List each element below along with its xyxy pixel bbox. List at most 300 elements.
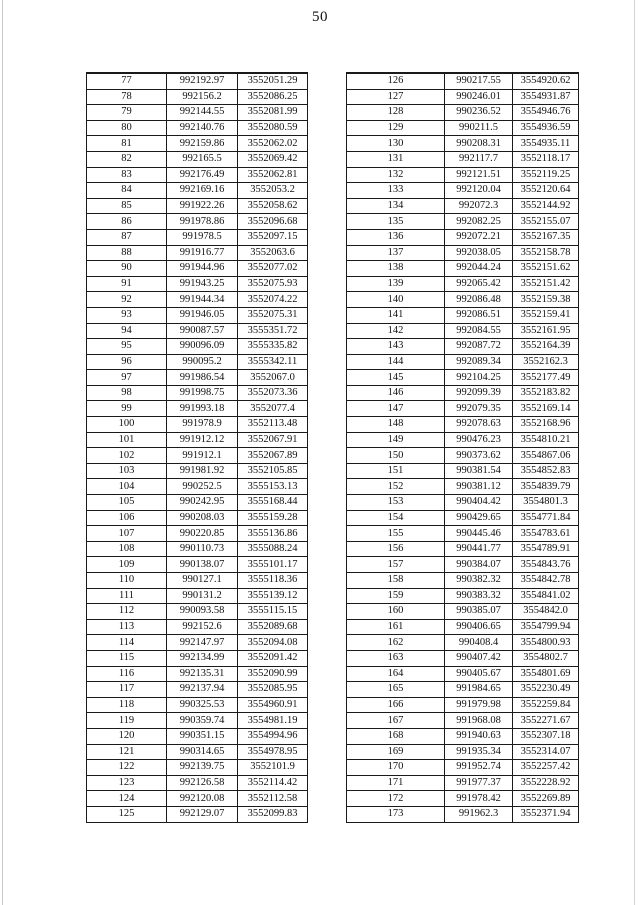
point-number-cell: 170 (347, 760, 445, 776)
x-coordinate-cell: 992072.3 (445, 198, 513, 214)
x-coordinate-cell: 991922.26 (167, 198, 238, 214)
x-coordinate-cell: 990373.62 (445, 448, 513, 464)
y-coordinate-cell: 3552075.31 (238, 307, 308, 323)
x-coordinate-cell: 992078.63 (445, 417, 513, 433)
point-number-cell: 129 (347, 120, 445, 136)
y-coordinate-cell: 3552228.92 (513, 775, 579, 791)
table-row (347, 229, 579, 245)
x-coordinate-cell: 992140.76 (167, 120, 238, 136)
x-coordinate-cell: 992117.7 (445, 151, 513, 167)
y-coordinate-cell: 3552067.89 (238, 448, 308, 464)
point-number-cell: 118 (87, 697, 167, 713)
y-coordinate-cell: 3554810.21 (513, 432, 579, 448)
point-number-cell: 106 (87, 510, 167, 526)
table-row (347, 510, 579, 526)
table-row (87, 245, 308, 261)
point-number-cell: 92 (87, 292, 167, 308)
table-row (347, 151, 579, 167)
point-number-cell: 122 (87, 760, 167, 776)
point-number-cell: 126 (347, 73, 445, 89)
x-coordinate-cell: 992044.24 (445, 261, 513, 277)
point-number-cell: 150 (347, 448, 445, 464)
table-row (87, 276, 308, 292)
x-coordinate-cell: 991916.77 (167, 245, 238, 261)
point-number-cell: 159 (347, 588, 445, 604)
y-coordinate-cell: 3554960.91 (238, 697, 308, 713)
y-coordinate-cell: 3552058.62 (238, 198, 308, 214)
table-row (87, 463, 308, 479)
point-number-cell: 117 (87, 682, 167, 698)
table-row (87, 339, 308, 355)
y-coordinate-cell: 3552119.25 (513, 167, 579, 183)
table-row (87, 73, 308, 89)
point-number-cell: 163 (347, 650, 445, 666)
point-number-cell: 146 (347, 385, 445, 401)
point-number-cell: 103 (87, 463, 167, 479)
y-coordinate-cell: 3552112.58 (238, 791, 308, 807)
table-row (87, 541, 308, 557)
y-coordinate-cell: 3555101.17 (238, 557, 308, 573)
x-coordinate-cell: 992079.35 (445, 401, 513, 417)
x-coordinate-cell: 990359.74 (167, 713, 238, 729)
table-row (347, 635, 579, 651)
point-number-cell: 101 (87, 432, 167, 448)
x-coordinate-cell: 992147.97 (167, 635, 238, 651)
x-coordinate-cell: 990384.07 (445, 557, 513, 573)
table-row (347, 588, 579, 604)
point-number-cell: 95 (87, 339, 167, 355)
table-row (87, 479, 308, 495)
point-number-cell: 113 (87, 619, 167, 635)
table-row (347, 401, 579, 417)
y-coordinate-cell: 3555351.72 (238, 323, 308, 339)
table-row (87, 588, 308, 604)
y-coordinate-cell: 3555118.36 (238, 573, 308, 589)
point-number-cell: 116 (87, 666, 167, 682)
table-row (87, 167, 308, 183)
table-row (347, 604, 579, 620)
table-row (87, 307, 308, 323)
y-coordinate-cell: 3552113.48 (238, 417, 308, 433)
table-row (347, 73, 579, 89)
point-number-cell: 138 (347, 261, 445, 277)
point-number-cell: 131 (347, 151, 445, 167)
x-coordinate-cell: 991952.74 (445, 760, 513, 776)
y-coordinate-cell: 3552101.9 (238, 760, 308, 776)
y-coordinate-cell: 3555335.82 (238, 339, 308, 355)
point-number-cell: 149 (347, 432, 445, 448)
y-coordinate-cell: 3554783.61 (513, 526, 579, 542)
point-number-cell: 145 (347, 370, 445, 386)
point-number-cell: 87 (87, 229, 167, 245)
table-row (87, 229, 308, 245)
x-coordinate-cell: 992169.16 (167, 183, 238, 199)
table-row (347, 136, 579, 152)
y-coordinate-cell: 3554842.0 (513, 604, 579, 620)
x-coordinate-cell: 990252.5 (167, 479, 238, 495)
point-number-cell: 169 (347, 744, 445, 760)
table-row (347, 760, 579, 776)
table-row (347, 697, 579, 713)
y-coordinate-cell: 3555342.11 (238, 354, 308, 370)
x-coordinate-cell: 991998.75 (167, 385, 238, 401)
y-coordinate-cell: 3554802.7 (513, 650, 579, 666)
table-row (347, 682, 579, 698)
point-number-cell: 114 (87, 635, 167, 651)
y-coordinate-cell: 3554841.02 (513, 588, 579, 604)
y-coordinate-cell: 3552073.36 (238, 385, 308, 401)
y-coordinate-cell: 3554931.87 (513, 89, 579, 105)
x-coordinate-cell: 991977.37 (445, 775, 513, 791)
x-coordinate-cell: 990110.73 (167, 541, 238, 557)
table-row (87, 354, 308, 370)
x-coordinate-cell: 992082.25 (445, 214, 513, 230)
y-coordinate-cell: 3552169.14 (513, 401, 579, 417)
table-row (347, 666, 579, 682)
x-coordinate-cell: 990325.53 (167, 697, 238, 713)
x-coordinate-cell: 990405.67 (445, 666, 513, 682)
x-coordinate-cell: 990087.57 (167, 323, 238, 339)
point-number-cell: 99 (87, 401, 167, 417)
table-row (347, 245, 579, 261)
y-coordinate-cell: 3552269.89 (513, 791, 579, 807)
table-row (87, 198, 308, 214)
y-coordinate-cell: 3552159.41 (513, 307, 579, 323)
table-row (347, 354, 579, 370)
y-coordinate-cell: 3552074.22 (238, 292, 308, 308)
x-coordinate-cell: 990246.01 (445, 89, 513, 105)
y-coordinate-cell: 3552164.39 (513, 339, 579, 355)
table-row (347, 806, 579, 822)
point-number-cell: 115 (87, 650, 167, 666)
y-coordinate-cell: 3554799.94 (513, 619, 579, 635)
point-number-cell: 90 (87, 261, 167, 277)
point-number-cell: 172 (347, 791, 445, 807)
point-number-cell: 88 (87, 245, 167, 261)
point-number-cell: 98 (87, 385, 167, 401)
y-coordinate-cell: 3552161.95 (513, 323, 579, 339)
x-coordinate-cell: 992099.39 (445, 385, 513, 401)
point-number-cell: 147 (347, 401, 445, 417)
x-coordinate-cell: 992086.51 (445, 307, 513, 323)
x-coordinate-cell: 991944.34 (167, 292, 238, 308)
y-coordinate-cell: 3552114.42 (238, 775, 308, 791)
y-coordinate-cell: 3554994.96 (238, 728, 308, 744)
table-row (87, 713, 308, 729)
y-coordinate-cell: 3552062.81 (238, 167, 308, 183)
x-coordinate-cell: 990476.23 (445, 432, 513, 448)
y-coordinate-cell: 3555159.28 (238, 510, 308, 526)
table-row (347, 791, 579, 807)
point-number-cell: 97 (87, 370, 167, 386)
x-coordinate-cell: 991978.5 (167, 229, 238, 245)
x-coordinate-cell: 992129.07 (167, 806, 238, 822)
table-row (87, 401, 308, 417)
y-coordinate-cell: 3552081.99 (238, 105, 308, 121)
point-number-cell: 82 (87, 151, 167, 167)
x-coordinate-cell: 992072.21 (445, 229, 513, 245)
point-number-cell: 124 (87, 791, 167, 807)
y-coordinate-cell: 3552259.84 (513, 697, 579, 713)
y-coordinate-cell: 3554852.83 (513, 463, 579, 479)
point-number-cell: 120 (87, 728, 167, 744)
table-row (87, 760, 308, 776)
x-coordinate-cell: 990217.55 (445, 73, 513, 89)
x-coordinate-cell: 992159.86 (167, 136, 238, 152)
x-coordinate-cell: 992156.2 (167, 89, 238, 105)
table-row (87, 650, 308, 666)
y-coordinate-cell: 3552097.15 (238, 229, 308, 245)
x-coordinate-cell: 992089.34 (445, 354, 513, 370)
y-coordinate-cell: 3552371.94 (513, 806, 579, 822)
table-row (347, 744, 579, 760)
x-coordinate-cell: 990383.32 (445, 588, 513, 604)
point-number-cell: 94 (87, 323, 167, 339)
y-coordinate-cell: 3555168.44 (238, 495, 308, 511)
table-row (87, 806, 308, 822)
y-coordinate-cell: 3552051.29 (238, 73, 308, 89)
point-number-cell: 78 (87, 89, 167, 105)
y-coordinate-cell: 3552091.42 (238, 650, 308, 666)
table-row (87, 292, 308, 308)
point-number-cell: 156 (347, 541, 445, 557)
point-number-cell: 119 (87, 713, 167, 729)
x-coordinate-cell: 990127.1 (167, 573, 238, 589)
table-row (347, 183, 579, 199)
y-coordinate-cell: 3554800.93 (513, 635, 579, 651)
point-number-cell: 127 (347, 89, 445, 105)
x-coordinate-cell: 991986.54 (167, 370, 238, 386)
point-number-cell: 108 (87, 541, 167, 557)
x-coordinate-cell: 991978.9 (167, 417, 238, 433)
point-number-cell: 154 (347, 510, 445, 526)
x-coordinate-cell: 992121.51 (445, 167, 513, 183)
y-coordinate-cell: 3554789.91 (513, 541, 579, 557)
x-coordinate-cell: 990236.52 (445, 105, 513, 121)
y-coordinate-cell: 3552162.3 (513, 354, 579, 370)
x-coordinate-cell: 992144.55 (167, 105, 238, 121)
table-row (87, 557, 308, 573)
point-number-cell: 133 (347, 183, 445, 199)
y-coordinate-cell: 3552307.18 (513, 728, 579, 744)
y-coordinate-cell: 3552151.42 (513, 276, 579, 292)
x-coordinate-cell: 992065.42 (445, 276, 513, 292)
table-row (347, 775, 579, 791)
table-row (347, 120, 579, 136)
point-number-cell: 140 (347, 292, 445, 308)
y-coordinate-cell: 3554981.19 (238, 713, 308, 729)
page-edge-right (634, 0, 635, 905)
point-number-cell: 105 (87, 495, 167, 511)
x-coordinate-cell: 991984.65 (445, 682, 513, 698)
table-row (347, 479, 579, 495)
x-coordinate-cell: 990220.85 (167, 526, 238, 542)
table-row (87, 526, 308, 542)
table-row (87, 791, 308, 807)
y-coordinate-cell: 3552053.2 (238, 183, 308, 199)
x-coordinate-cell: 991943.25 (167, 276, 238, 292)
y-coordinate-cell: 3554936.59 (513, 120, 579, 136)
x-coordinate-cell: 992137.94 (167, 682, 238, 698)
point-number-cell: 160 (347, 604, 445, 620)
table-row (87, 728, 308, 744)
table-row (87, 183, 308, 199)
table-row (347, 292, 579, 308)
y-coordinate-cell: 3554946.76 (513, 105, 579, 121)
point-number-cell: 136 (347, 229, 445, 245)
x-coordinate-cell: 991981.92 (167, 463, 238, 479)
x-coordinate-cell: 991978.86 (167, 214, 238, 230)
table-row (87, 744, 308, 760)
point-number-cell: 155 (347, 526, 445, 542)
x-coordinate-cell: 991946.05 (167, 307, 238, 323)
x-coordinate-cell: 990407.42 (445, 650, 513, 666)
y-coordinate-cell: 3554920.62 (513, 73, 579, 89)
point-number-cell: 139 (347, 276, 445, 292)
y-coordinate-cell: 3552183.82 (513, 385, 579, 401)
x-coordinate-cell: 992087.72 (445, 339, 513, 355)
y-coordinate-cell: 3552167.35 (513, 229, 579, 245)
y-coordinate-cell: 3552257.42 (513, 760, 579, 776)
x-coordinate-cell: 992165.5 (167, 151, 238, 167)
table-row (347, 573, 579, 589)
table-row (347, 198, 579, 214)
y-coordinate-cell: 3552089.68 (238, 619, 308, 635)
point-number-cell: 130 (347, 136, 445, 152)
y-coordinate-cell: 3554801.69 (513, 666, 579, 682)
table-row (87, 775, 308, 791)
point-number-cell: 168 (347, 728, 445, 744)
point-number-cell: 96 (87, 354, 167, 370)
point-number-cell: 100 (87, 417, 167, 433)
table-row (87, 697, 308, 713)
point-number-cell: 84 (87, 183, 167, 199)
point-number-cell: 171 (347, 775, 445, 791)
y-coordinate-cell: 3552067.91 (238, 432, 308, 448)
table-row (347, 448, 579, 464)
y-coordinate-cell: 3552080.59 (238, 120, 308, 136)
x-coordinate-cell: 992176.49 (167, 167, 238, 183)
y-coordinate-cell: 3552090.99 (238, 666, 308, 682)
y-coordinate-cell: 3552105.85 (238, 463, 308, 479)
table-row (87, 573, 308, 589)
point-number-cell: 153 (347, 495, 445, 511)
x-coordinate-cell: 991935.34 (445, 744, 513, 760)
y-coordinate-cell: 3552094.08 (238, 635, 308, 651)
x-coordinate-cell: 992120.04 (445, 183, 513, 199)
y-coordinate-cell: 3552158.78 (513, 245, 579, 261)
x-coordinate-cell: 990208.03 (167, 510, 238, 526)
point-number-cell: 173 (347, 806, 445, 822)
point-number-cell: 77 (87, 73, 167, 89)
y-coordinate-cell: 3554867.06 (513, 448, 579, 464)
table-row (347, 463, 579, 479)
point-number-cell: 162 (347, 635, 445, 651)
point-number-cell: 123 (87, 775, 167, 791)
table-row (87, 510, 308, 526)
x-coordinate-cell: 990131.2 (167, 588, 238, 604)
x-coordinate-cell: 990381.12 (445, 479, 513, 495)
y-coordinate-cell: 3552120.64 (513, 183, 579, 199)
point-number-cell: 166 (347, 697, 445, 713)
point-number-cell: 158 (347, 573, 445, 589)
point-number-cell: 102 (87, 448, 167, 464)
table-row (347, 385, 579, 401)
y-coordinate-cell: 3555139.12 (238, 588, 308, 604)
table-row (347, 650, 579, 666)
x-coordinate-cell: 992104.25 (445, 370, 513, 386)
x-coordinate-cell: 992126.58 (167, 775, 238, 791)
table-row (347, 167, 579, 183)
table-row (87, 370, 308, 386)
x-coordinate-cell: 990441.77 (445, 541, 513, 557)
x-coordinate-cell: 990382.32 (445, 573, 513, 589)
x-coordinate-cell: 991978.42 (445, 791, 513, 807)
point-number-cell: 80 (87, 120, 167, 136)
point-number-cell: 83 (87, 167, 167, 183)
point-number-cell: 161 (347, 619, 445, 635)
x-coordinate-cell: 990208.31 (445, 136, 513, 152)
y-coordinate-cell: 3555136.86 (238, 526, 308, 542)
x-coordinate-cell: 991962.3 (445, 806, 513, 822)
y-coordinate-cell: 3552099.83 (238, 806, 308, 822)
x-coordinate-cell: 992134.99 (167, 650, 238, 666)
table-row (347, 307, 579, 323)
point-number-cell: 86 (87, 214, 167, 230)
y-coordinate-cell: 3552151.62 (513, 261, 579, 277)
table-row (347, 495, 579, 511)
table-row (87, 89, 308, 105)
x-coordinate-cell: 992086.48 (445, 292, 513, 308)
y-coordinate-cell: 3552159.38 (513, 292, 579, 308)
y-coordinate-cell: 3552096.68 (238, 214, 308, 230)
x-coordinate-cell: 992120.08 (167, 791, 238, 807)
y-coordinate-cell: 3554935.11 (513, 136, 579, 152)
point-number-cell: 112 (87, 604, 167, 620)
x-coordinate-cell: 990404.42 (445, 495, 513, 511)
point-number-cell: 151 (347, 463, 445, 479)
x-coordinate-cell: 992139.75 (167, 760, 238, 776)
y-coordinate-cell: 3554801.3 (513, 495, 579, 511)
table-row (347, 214, 579, 230)
x-coordinate-cell: 990429.65 (445, 510, 513, 526)
x-coordinate-cell: 992192.97 (167, 73, 238, 89)
y-coordinate-cell: 3554843.76 (513, 557, 579, 573)
table-row (87, 619, 308, 635)
table-row (87, 417, 308, 433)
table-row (347, 541, 579, 557)
y-coordinate-cell: 3552077.4 (238, 401, 308, 417)
point-number-cell: 81 (87, 136, 167, 152)
x-coordinate-cell: 990406.65 (445, 619, 513, 635)
x-coordinate-cell: 992038.05 (445, 245, 513, 261)
y-coordinate-cell: 3552075.93 (238, 276, 308, 292)
point-number-cell: 142 (347, 323, 445, 339)
x-coordinate-cell: 990381.54 (445, 463, 513, 479)
y-coordinate-cell: 3552085.95 (238, 682, 308, 698)
table-row (87, 635, 308, 651)
y-coordinate-cell: 3554771.84 (513, 510, 579, 526)
page-edge-left (2, 0, 3, 905)
point-number-cell: 104 (87, 479, 167, 495)
y-coordinate-cell: 3552069.42 (238, 151, 308, 167)
x-coordinate-cell: 990242.95 (167, 495, 238, 511)
coordinates-table-right (346, 72, 579, 823)
y-coordinate-cell: 3554839.79 (513, 479, 579, 495)
x-coordinate-cell: 990351.15 (167, 728, 238, 744)
x-coordinate-cell: 990093.58 (167, 604, 238, 620)
y-coordinate-cell: 3552177.49 (513, 370, 579, 386)
